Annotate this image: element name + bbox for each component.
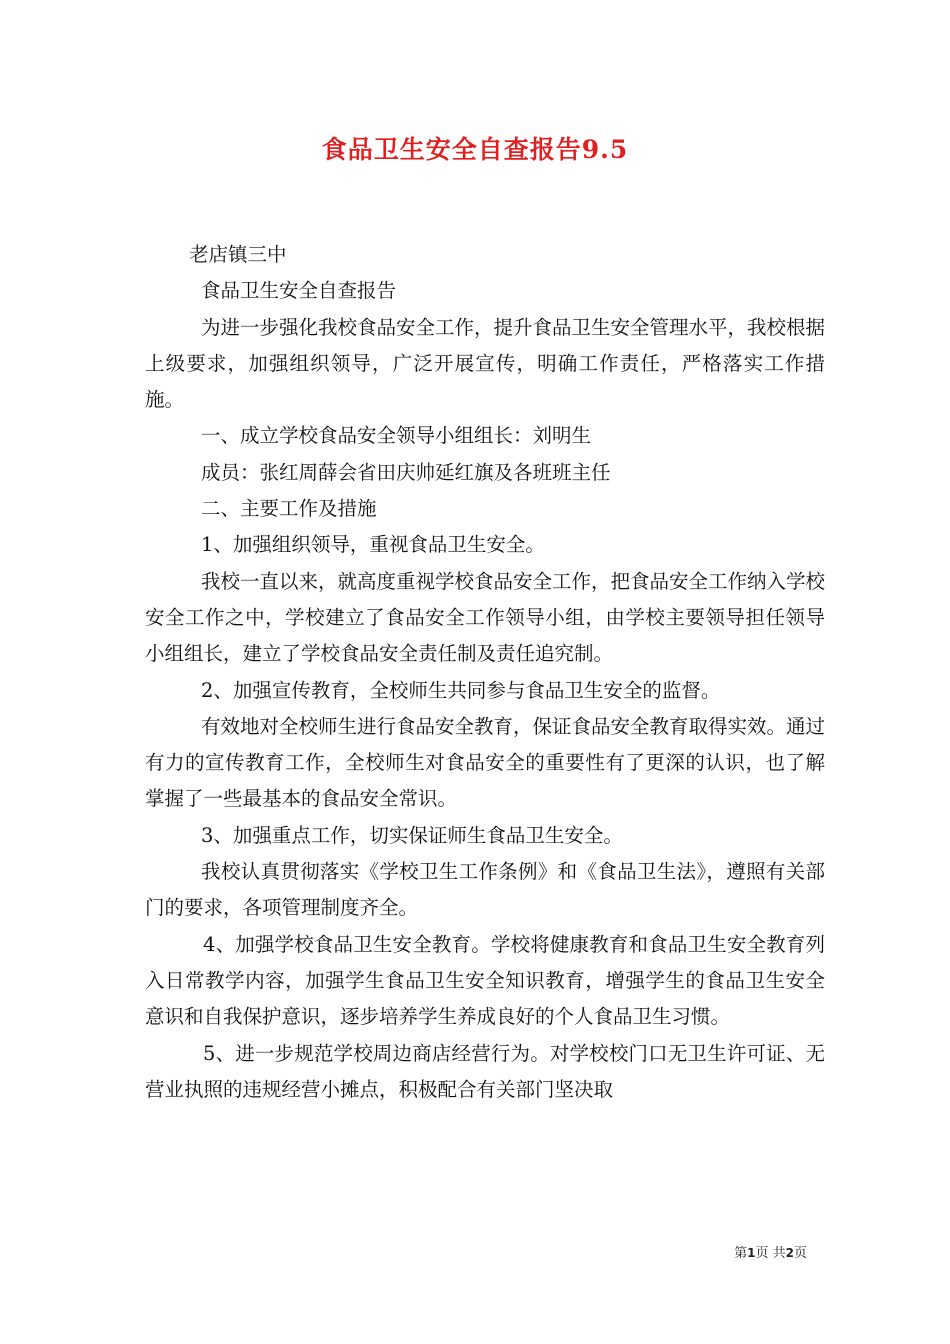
item-four-paragraph: 4、加强学校食品卫生安全教育。学校将健康教育和食品卫生安全教育列入日常教学内容，加强学生食品卫生安全知识教育，增强学生的食品卫生安全意识和自我保护意识，逐步培养学生养成良好的个人食品卫生习惯。 (145, 932, 825, 1029)
footer-prefix: 第 (734, 1246, 748, 1261)
footer-total-pages: 2 (785, 1246, 794, 1260)
document-body (145, 237, 825, 1108)
section-two-heading: 二、主要工作及措施 (201, 497, 377, 521)
item-three-paragraph: 我校认真贯彻落实《学校卫生工作条例》和《食品卫生法》，遵照有关部门的要求，各项管理制度齐全。 (145, 860, 825, 920)
item-one-paragraph: 我校一直以来，就高度重视学校食品安全工作，把食品安全工作纳入学校安全工作之中，学校建立了食品安全工作领导小组，由学校主要领导担任领导小组组长，建立了学校食品安全责任制及责任追究制。 (145, 569, 826, 666)
item-one-heading: 1、加强组织领导，重视食品卫生安全。 (201, 533, 545, 557)
members-line: 成员：张红周薛会省田庆帅延红旗及各班班主任 (201, 460, 611, 484)
item-two-paragraph: 有效地对全校师生进行食品安全教育，保证食品安全教育取得实效。通过有力的宣传教育工作，全校师生对食品安全的重要性有了更深的认识，也了解掌握了一些最基本的食品安全常识。 (145, 714, 826, 811)
report-subtitle-line: 食品卫生安全自查报告 (201, 279, 397, 303)
school-name-line: 老店镇三中 (189, 243, 287, 266)
document-title: 食品卫生安全自查报告9.5 (321, 135, 629, 164)
item-three-heading: 3、加强重点工作，切实保证师生食品卫生安全。 (201, 823, 623, 847)
page-footer (734, 1244, 807, 1263)
footer-current-page: 1 (747, 1246, 756, 1260)
footer-middle: 页 共 (755, 1246, 786, 1261)
intro-paragraph: 为进一步强化我校食品安全工作，提升食品卫生安全管理水平，我校根据上级要求，加强组织领导，广泛开展宣传，明确工作责任，严格落实工作措施。 (145, 315, 826, 412)
item-two-heading: 2、加强宣传教育，全校师生共同参与食品卫生安全的监督。 (201, 678, 721, 702)
item-five-paragraph: 5、进一步规范学校周边商店经营行为。对学校校门口无卫生许可证、无营业执照的违规经营小摊点，积极配合有关部门坚决取 (145, 1041, 825, 1101)
section-one-heading: 一、成立学校食品安全领导小组组长：刘明生 (201, 424, 592, 448)
footer-suffix: 页 (793, 1246, 807, 1261)
